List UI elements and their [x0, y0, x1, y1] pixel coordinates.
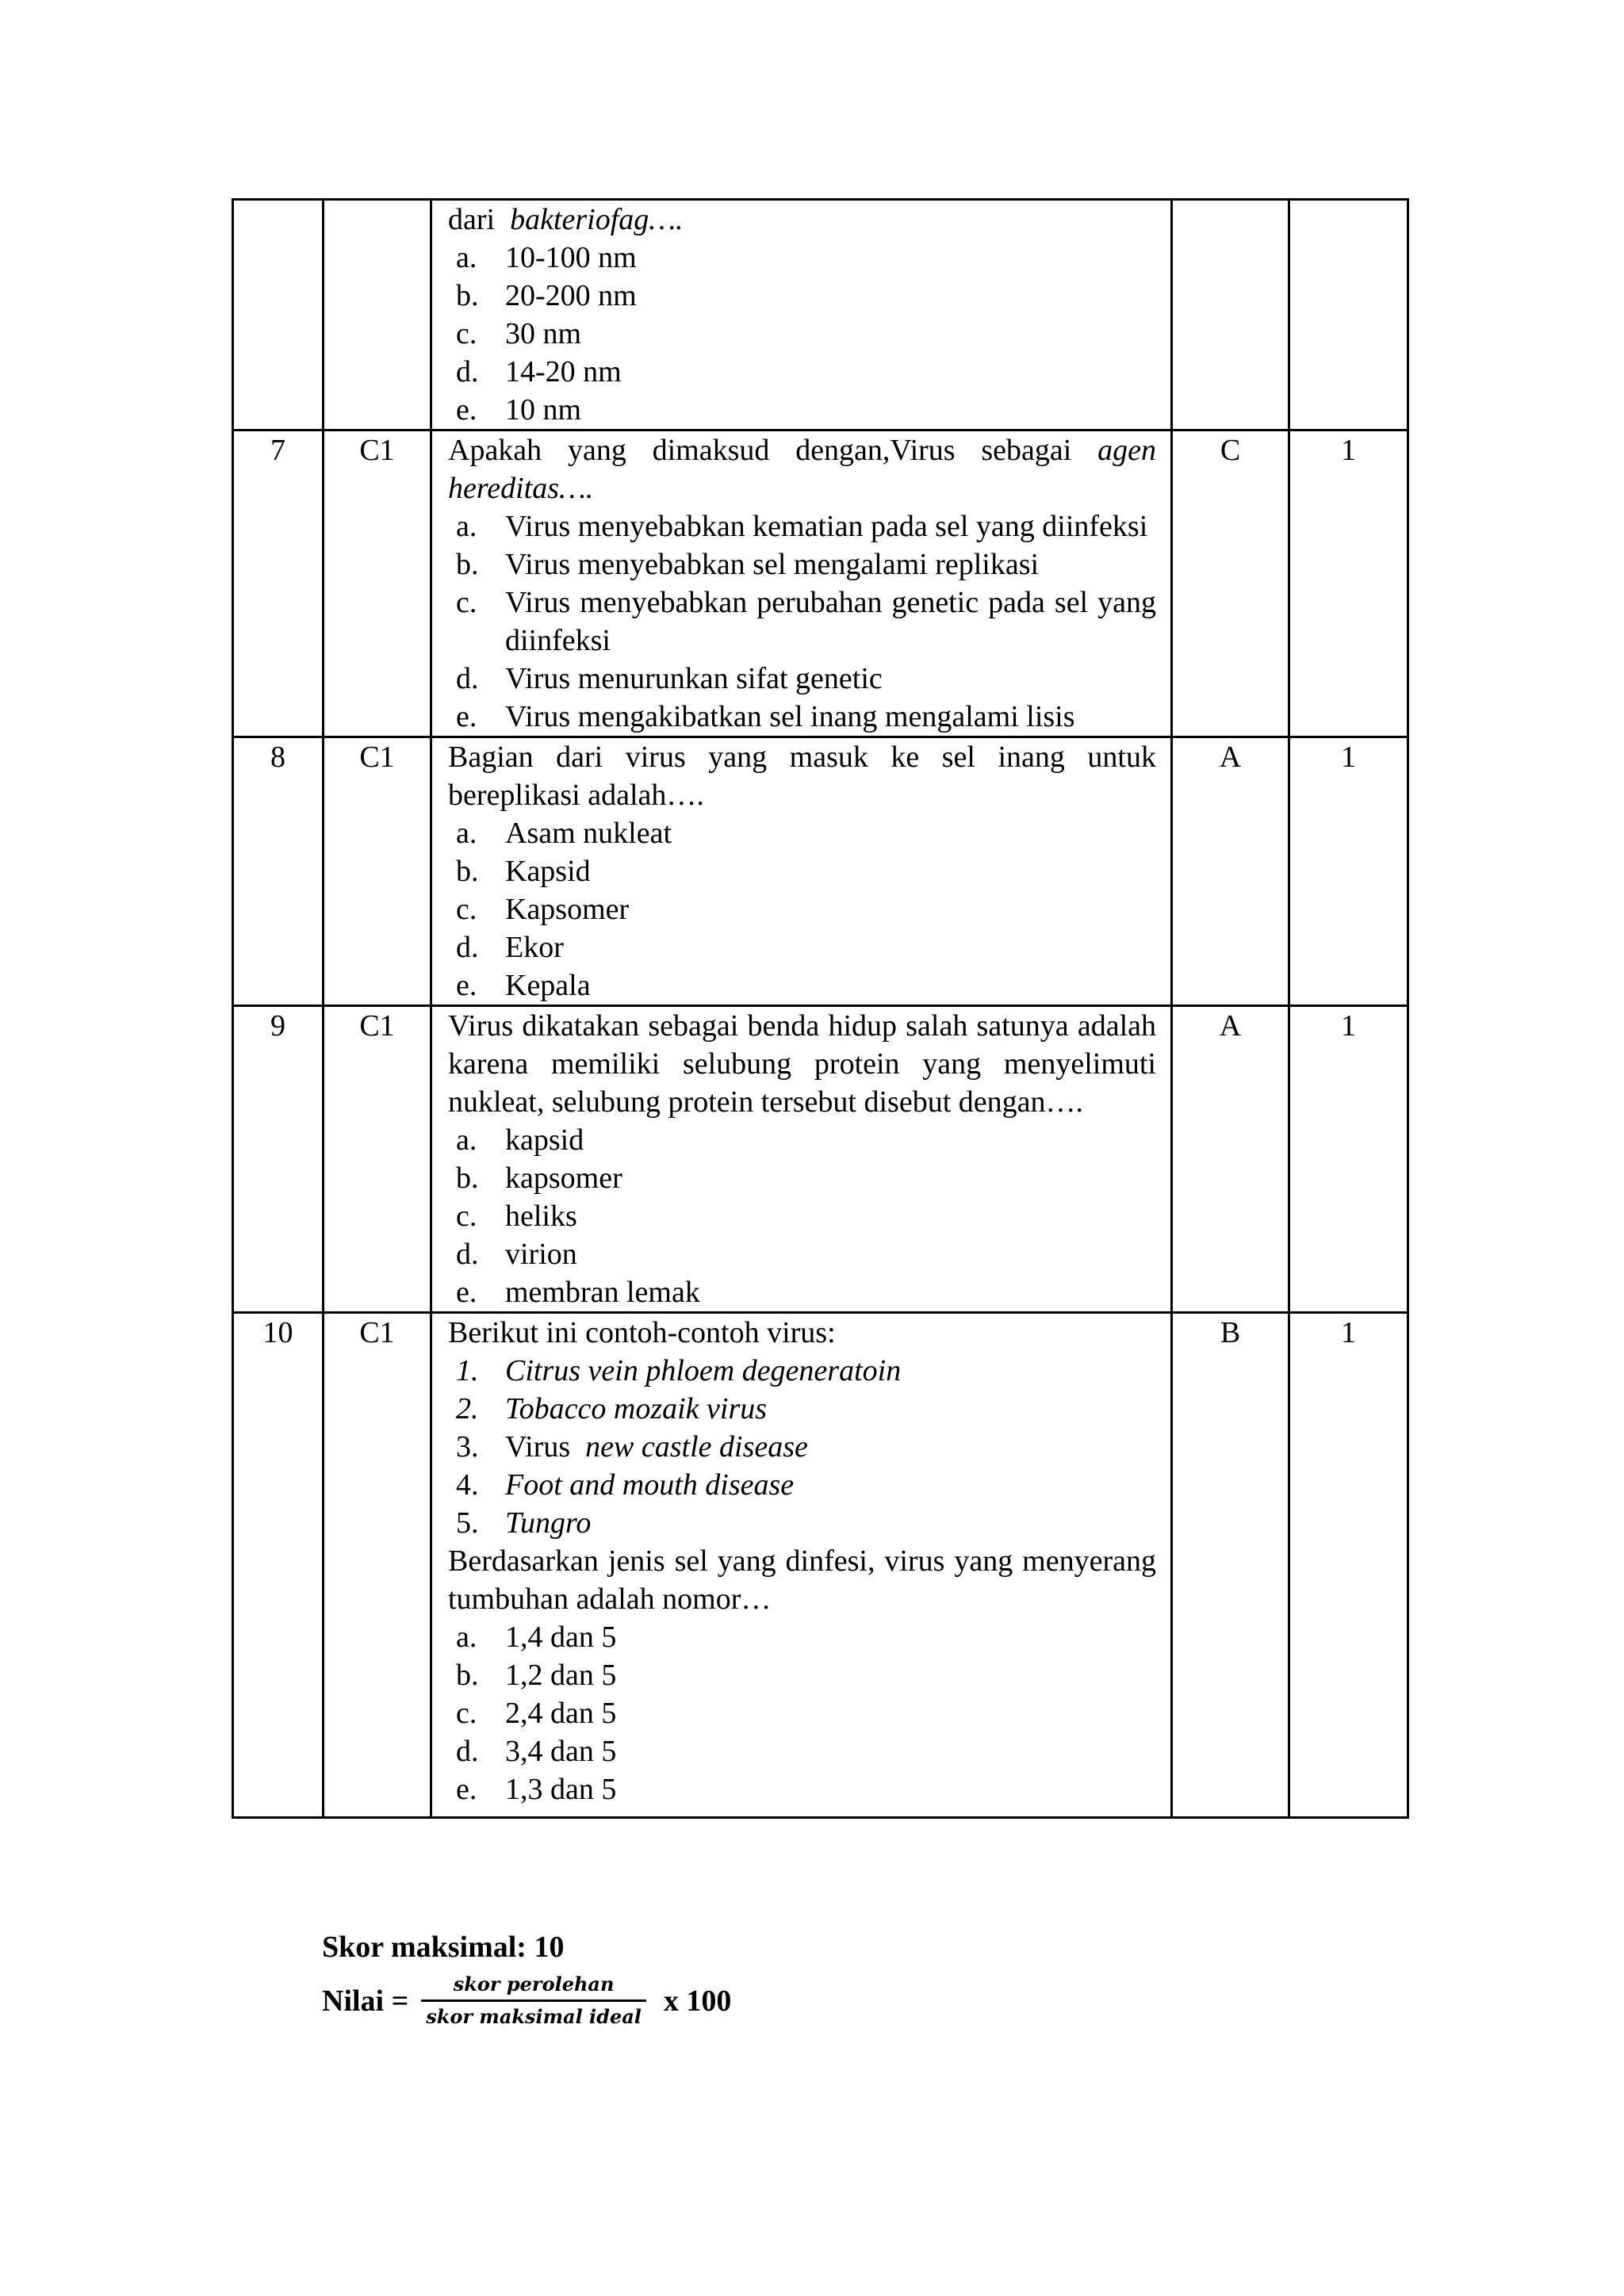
- example-3: 3. Virus new castle disease: [456, 1430, 808, 1464]
- cell-no: 9: [233, 1006, 324, 1313]
- cell-no: [233, 200, 324, 430]
- option-a: a. 10-100 nm: [456, 241, 637, 274]
- cell-score: 1: [1289, 430, 1408, 737]
- option-a: a. Asam nukleat: [456, 817, 672, 850]
- option-b: b. Virus menyebabkan sel mengalami replikasi: [456, 548, 1040, 581]
- question-stem: [448, 201, 1156, 239]
- question-stem: [448, 431, 1156, 507]
- stem-italic-text: bakteriofag….: [510, 203, 684, 236]
- score-fraction: [421, 1973, 646, 2029]
- cell-score: [1289, 200, 1408, 430]
- option-d: d. 3,4 dan 5: [456, 1735, 617, 1768]
- option-a: a. Virus menyebabkan kematian pada sel yang diinfeksi: [456, 510, 1148, 543]
- table-row: [233, 1006, 1408, 1313]
- cell-score: 1: [1289, 737, 1408, 1006]
- option-e: e. 10 nm: [456, 393, 582, 427]
- example-5: 5. Tungro: [456, 1506, 592, 1540]
- max-score-text: Skor maksimal: 10: [322, 1931, 565, 1964]
- option-e: e. 1,3 dan 5: [456, 1773, 617, 1806]
- stem-italic-text: agen hereditas….: [448, 434, 1156, 505]
- table-row: [233, 430, 1408, 737]
- option-b: b. kapsomer: [456, 1161, 622, 1195]
- option-e: e. Virus mengakibatkan sel inang mengalami lisis: [456, 700, 1075, 733]
- cell-score: 1: [1289, 1313, 1408, 1818]
- cell-key: [1172, 200, 1289, 430]
- cell-key: A: [1172, 737, 1289, 1006]
- option-a: a. kapsid: [456, 1123, 584, 1157]
- option-d: d. virion: [456, 1238, 577, 1271]
- option-c: c. Kapsomer: [456, 893, 630, 926]
- example-2: 2. Tobacco mozaik virus: [456, 1392, 768, 1425]
- cell-no: 7: [233, 430, 324, 737]
- cell-no: 10: [233, 1313, 324, 1818]
- cell-question: [431, 1313, 1172, 1818]
- option-b: b. Kapsid: [456, 855, 591, 888]
- question-stem: Virus dikatakan sebagai benda hidup salah satunya adalah karena memiliki selubung protein yang menyelimuti nukleat, selubung protein tersebut disebut dengan….: [448, 1009, 1156, 1119]
- cell-key: C: [1172, 430, 1289, 737]
- cell-level: C1: [324, 430, 431, 737]
- cell-level: C1: [324, 1006, 431, 1313]
- cell-no: 8: [233, 737, 324, 1006]
- question-stem: Bagian dari virus yang masuk ke sel inang untuk bereplikasi adalah….: [448, 740, 1156, 812]
- score-formula: [322, 1973, 731, 2029]
- option-c: c. heliks: [456, 1200, 577, 1233]
- table-row: [233, 737, 1408, 1006]
- cell-key: A: [1172, 1006, 1289, 1313]
- cell-level: [324, 200, 431, 430]
- table-row-continuation: [233, 200, 1408, 430]
- table-row: [233, 1313, 1408, 1818]
- cell-level: C1: [324, 1313, 431, 1818]
- nilai-label: Nilai =: [322, 1984, 409, 2018]
- option-c: c. Virus menyebabkan perubahan genetic pada sel yang diinfeksi: [456, 586, 1156, 657]
- option-b: b. 1,2 dan 5: [456, 1659, 617, 1692]
- example-1: 1. Citrus vein phloem degeneratoin: [456, 1354, 902, 1387]
- cell-key: B: [1172, 1313, 1289, 1818]
- option-c: c. 2,4 dan 5: [456, 1697, 617, 1730]
- example-4: 4. Foot and mouth disease: [456, 1468, 795, 1502]
- option-a: a. 1,4 dan 5: [456, 1621, 617, 1654]
- option-d: d. 14-20 nm: [456, 355, 622, 388]
- cell-question: [431, 430, 1172, 737]
- cell-question: [431, 200, 1172, 430]
- option-c: c. 30 nm: [456, 317, 582, 350]
- option-d: d. Ekor: [456, 931, 564, 964]
- multiplier-text: x 100: [663, 1984, 732, 2018]
- cell-question: [431, 737, 1172, 1006]
- stem-text: Apakah yang dimaksud dengan,Virus sebagai: [448, 434, 1072, 467]
- option-d: d. Virus menurunkan sifat genetic: [456, 662, 883, 695]
- fraction-denominator: skor maksimal ideal: [426, 2005, 642, 2028]
- option-e: e. membran lemak: [456, 1276, 700, 1309]
- option-e: e. Kepala: [456, 969, 591, 1002]
- fraction-numerator: skor perolehan: [453, 1973, 615, 1996]
- question-stem: Berikut ini contoh-contoh virus:: [448, 1316, 836, 1349]
- question-table: [232, 198, 1409, 1819]
- option-b: b. 20-200 nm: [456, 279, 637, 312]
- cell-level: C1: [324, 737, 431, 1006]
- cell-question: [431, 1006, 1172, 1313]
- question-stem-2: Berdasarkan jenis sel yang dinfesi, virus yang menyerang tumbuhan adalah nomor…: [448, 1544, 1156, 1616]
- stem-text: dari: [448, 203, 496, 236]
- cell-score: 1: [1289, 1006, 1408, 1313]
